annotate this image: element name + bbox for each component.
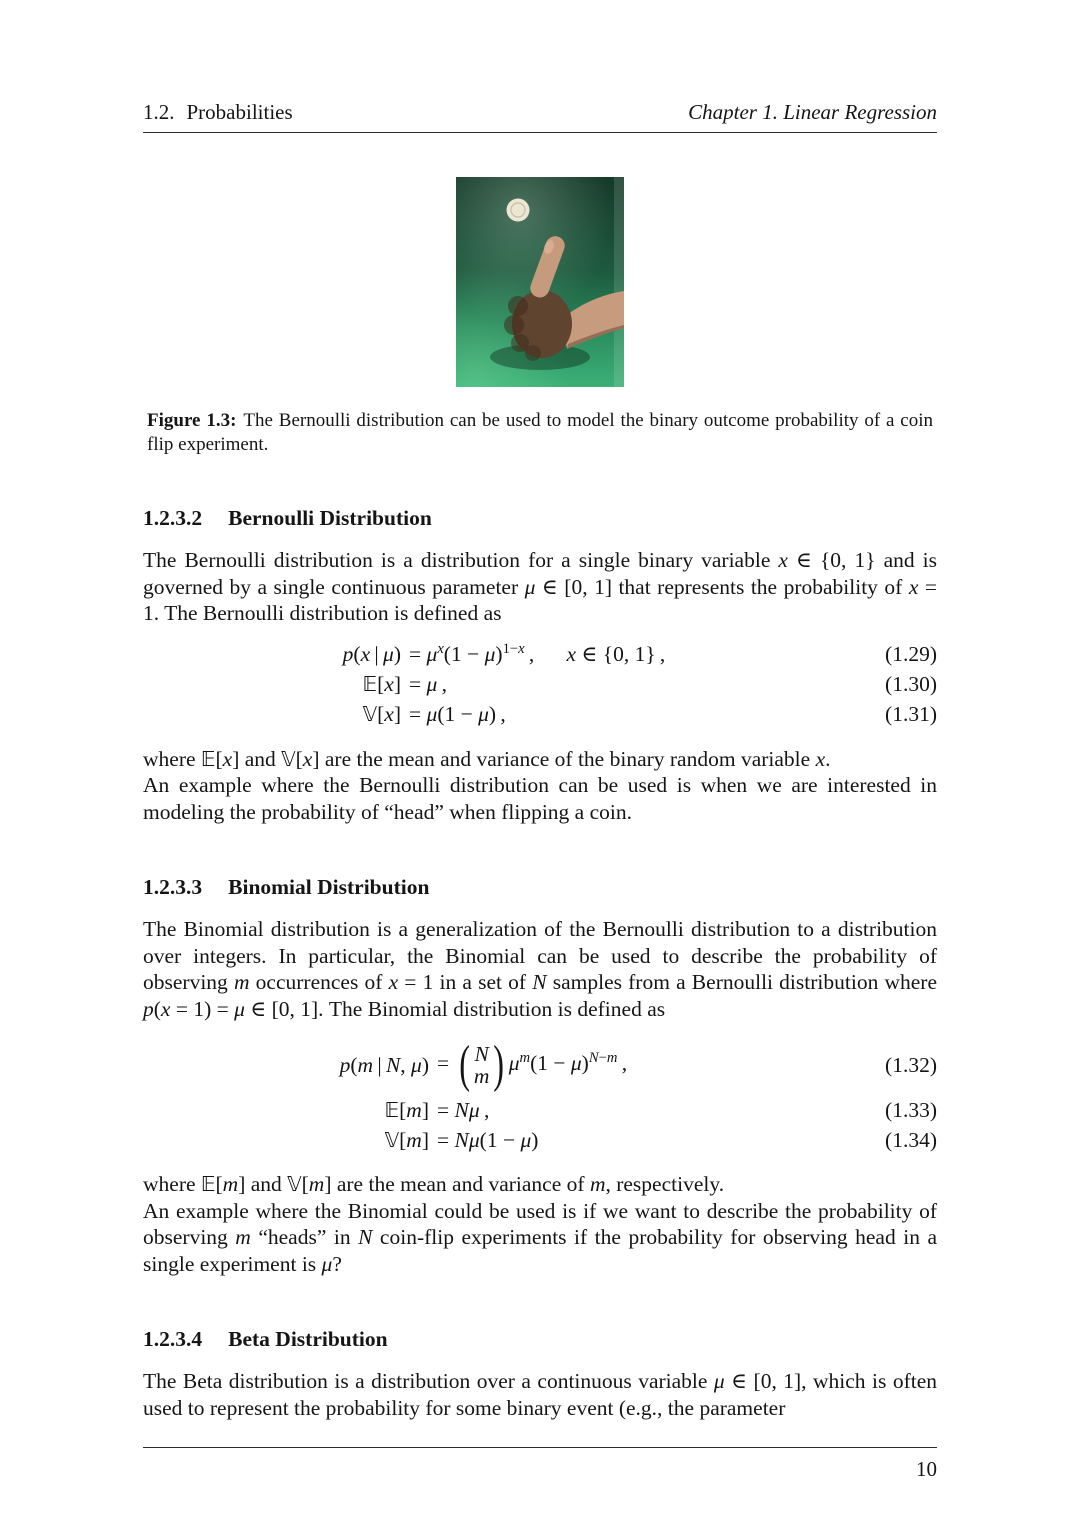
equation-rhs: = μ , — [409, 672, 447, 696]
heading-binomial-distribution — [143, 875, 937, 900]
paragraph-bernoulli-outro: where 𝔼[x] and 𝕍[x] are the mean and variance of the binary random variable x. An example where the Bernoulli distribution can be used is when we are interested in modeling the probability of “head” when flipping a coin. — [143, 746, 937, 824]
paragraph-beta-intro: The Beta distribution is a distribution over a continuous variable μ ∈ [0, 1], which is often used to represent the probability for some binary event (e.g., the parameter — [143, 1369, 937, 1420]
equation-lhs: 𝔼[x] — [362, 672, 401, 696]
equation-lhs: p(x | μ) — [342, 642, 401, 666]
equation-lhs: p(m | N, μ) — [339, 1052, 429, 1077]
coin-flip-photo — [456, 177, 624, 387]
heading-bernoulli-distribution — [143, 506, 937, 531]
photo-right-light-band — [614, 177, 624, 387]
figure-caption-label: Figure 1.3: — [147, 410, 237, 431]
equation-1-33 — [143, 1095, 937, 1125]
heading-title: Binomial Distribution — [228, 875, 430, 899]
equation-rhs: = μ(1 − μ) , — [409, 702, 506, 726]
figure-caption-text: The Bernoulli distribution can be used to model the binary outcome probability of a coin flip experiment. — [147, 410, 934, 455]
equation-rhs: = ( N m ) $\mu^m(1 - \mu)^{N-m}$ , — [437, 1036, 628, 1093]
equation-lhs: 𝕍[m] — [384, 1127, 429, 1152]
equation-number: (1.31) — [885, 702, 937, 726]
equation-number: (1.29) — [885, 642, 937, 666]
equation-1-34 — [143, 1125, 937, 1155]
header-section-number: 1.2. — [143, 100, 175, 124]
header-chapter-label: Chapter 1. Linear Regression — [688, 100, 937, 124]
figure-1-3 — [143, 177, 937, 456]
equation-number: (1.30) — [885, 672, 937, 696]
heading-beta-distribution — [143, 1327, 937, 1352]
paragraph-binomial-outro: where 𝔼[m] and 𝕍[m] are the mean and variance of m, respectively. An example where the Binomial could be used is if we want to describe the probability of observing m “heads” in N coin-flip experiments if the probability for observing head in a single experiment is μ? — [143, 1172, 937, 1276]
equation-rhs: = Nμ , — [437, 1097, 490, 1122]
equation-1-32 — [143, 1035, 937, 1095]
equation-1-31 — [143, 700, 937, 730]
heading-number: 1.2.3.4 — [143, 1327, 203, 1351]
paragraph-bernoulli-intro: The Bernoulli distribution is a distribution for a single binary variable x ∈ {0, 1} and is governed by a single continuous parameter μ ∈ [0, 1] that represents the probability of x = 1. The Bernoulli distribution is defined as — [143, 548, 937, 625]
heading-title: Bernoulli Distribution — [228, 506, 432, 530]
equation-lhs: 𝔼[m] — [384, 1097, 429, 1122]
figure-caption — [147, 409, 933, 456]
header-section-label — [143, 100, 293, 125]
knuckle-1 — [508, 296, 528, 316]
equation-lhs: 𝕍[x] — [362, 702, 401, 726]
header-section-name: Probabilities — [186, 100, 293, 124]
knuckle-4 — [525, 345, 541, 361]
heading-title: Beta Distribution — [228, 1327, 388, 1351]
page-number: 10 — [916, 1457, 937, 1481]
equation-1-29 — [143, 640, 937, 670]
equation-rhs: = Nμ(1 − μ) — [437, 1127, 539, 1152]
equation-number: (1.32) — [885, 1052, 937, 1077]
page-footer — [143, 1447, 937, 1482]
equation-number: (1.33) — [885, 1097, 937, 1122]
running-header — [143, 100, 937, 133]
heading-number: 1.2.3.2 — [143, 506, 203, 530]
paragraph-binomial-intro: The Binomial distribution is a generalization of the Bernoulli distribution to a distribution over integers. In particular, the Binomial can be used to describe the probability of observing m occurrences of x = 1 in a set of N samples from a Bernoulli distribution where p(x = 1) = μ ∈ [0, 1]. The Binomial distribution is defined as — [143, 917, 938, 1021]
equation-block-binomial — [143, 1035, 937, 1155]
heading-number: 1.2.3.3 — [143, 875, 203, 899]
equation-block-bernoulli — [143, 640, 937, 730]
knuckle-2 — [504, 315, 524, 335]
coin — [507, 199, 530, 222]
equation-number: (1.34) — [885, 1127, 937, 1152]
equation-rhs: = $\mu^x(1 - \mu)^{1-x}$ , x ∈ {0, 1} , — [409, 641, 666, 667]
equation-1-30 — [143, 670, 937, 700]
